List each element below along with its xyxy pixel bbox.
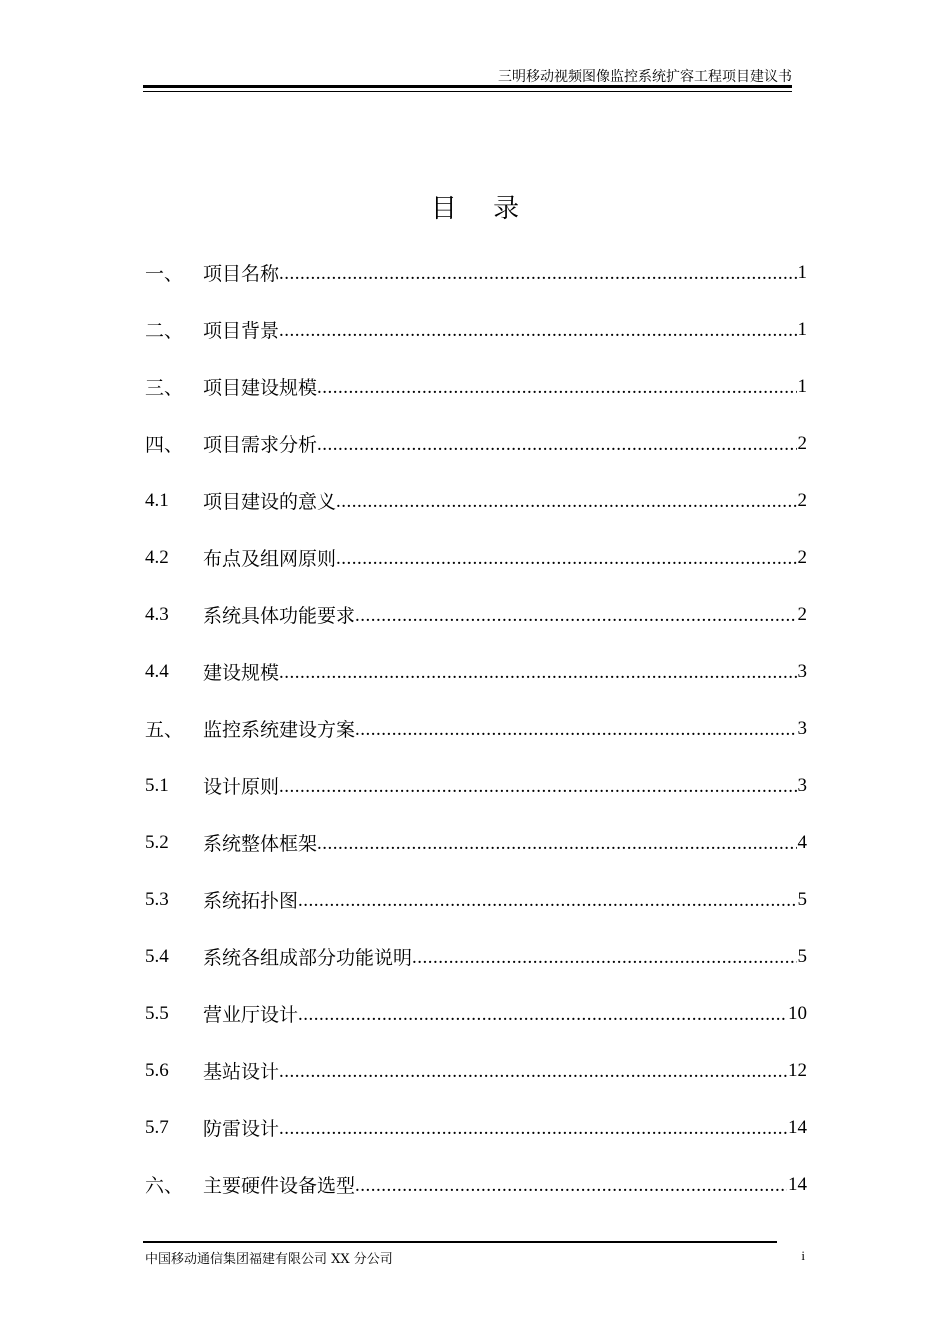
toc-leader-dots xyxy=(298,1004,787,1026)
toc-entry-page: 1 xyxy=(797,375,807,397)
toc-entry-label: 项目建设规模 xyxy=(203,377,318,399)
toc-entry-page: 1 xyxy=(797,318,807,340)
toc-entry-number: 5.7 xyxy=(145,1116,169,1138)
toc-entry-page: 1 xyxy=(797,261,807,283)
toc-title: 目 录 xyxy=(430,194,534,224)
toc-entry[interactable] xyxy=(145,700,807,757)
toc-entry-number: 4.1 xyxy=(145,489,169,511)
toc-entry-label: 基站设计 xyxy=(203,1061,280,1083)
toc-entry-page: 2 xyxy=(797,603,807,625)
toc-entry[interactable] xyxy=(145,643,807,700)
toc-entry-label: 主要硬件设备选型 xyxy=(203,1175,356,1197)
toc-entry-number: 五、 xyxy=(145,720,184,741)
toc-leader-dots xyxy=(279,662,796,684)
toc-entry[interactable] xyxy=(145,472,807,529)
toc-entry-number: 5.2 xyxy=(145,831,169,853)
toc-leader-dots xyxy=(317,377,796,399)
toc-entry-label: 系统拓扑图 xyxy=(203,890,299,912)
footer-page-number: i xyxy=(801,1248,805,1263)
toc-entry-number: 5.1 xyxy=(145,774,169,796)
toc-entry-page: 5 xyxy=(797,945,807,967)
toc-entry-number: 四、 xyxy=(145,435,184,456)
toc-entry-label: 项目建设的意义 xyxy=(203,491,337,513)
toc-entry-number: 六、 xyxy=(145,1176,184,1197)
toc-entry[interactable] xyxy=(145,757,807,814)
toc-entry-page: 2 xyxy=(797,489,807,511)
toc-entry[interactable] xyxy=(145,985,807,1042)
toc-entry-page: 3 xyxy=(797,660,807,682)
toc-entry-page: 3 xyxy=(797,717,807,739)
toc-entry-number: 5.4 xyxy=(145,945,169,967)
toc-entry-label: 系统具体功能要求 xyxy=(203,605,356,627)
toc-entry-label: 设计原则 xyxy=(203,776,280,798)
toc-entry[interactable] xyxy=(145,358,807,415)
toc-leader-dots xyxy=(412,947,796,969)
page-header-title: 三明移动视频图像监控系统扩容工程项目建议书 xyxy=(498,69,792,85)
toc-leader-dots xyxy=(279,1118,787,1140)
toc-leader-dots xyxy=(298,890,796,912)
footer-rule xyxy=(143,1241,777,1243)
toc-entry-label: 防雷设计 xyxy=(203,1118,280,1140)
toc-entry-label: 监控系统建设方案 xyxy=(203,719,356,741)
toc-entry-number: 三、 xyxy=(145,378,184,399)
toc-entry[interactable] xyxy=(145,301,807,358)
toc-entry-label: 项目名称 xyxy=(203,263,280,285)
toc-entry[interactable] xyxy=(145,415,807,472)
toc-entry-label: 系统各组成部分功能说明 xyxy=(203,947,413,969)
toc-leader-dots xyxy=(355,719,796,741)
toc-entry-label: 营业厅设计 xyxy=(203,1004,299,1026)
header-rule xyxy=(143,85,792,92)
toc-entry-number: 4.3 xyxy=(145,603,169,625)
toc-entry[interactable] xyxy=(145,871,807,928)
toc-leader-dots xyxy=(279,1061,787,1083)
toc-entry[interactable] xyxy=(145,586,807,643)
toc-leader-dots xyxy=(279,776,796,798)
toc-entry[interactable] xyxy=(145,814,807,871)
toc-entry-number: 5.6 xyxy=(145,1059,169,1081)
toc-leader-dots xyxy=(279,263,796,285)
toc-entry-number: 4.4 xyxy=(145,660,169,682)
toc-entry-number: 5.3 xyxy=(145,888,169,910)
toc-entry-page: 2 xyxy=(797,432,807,454)
toc-entry-label: 项目需求分析 xyxy=(203,434,318,456)
toc-entry-page: 3 xyxy=(797,774,807,796)
toc-leader-dots xyxy=(317,833,796,855)
toc-leader-dots xyxy=(336,491,796,513)
toc-entry-page: 12 xyxy=(788,1059,807,1081)
toc-entry[interactable] xyxy=(145,1042,807,1099)
toc-entry[interactable] xyxy=(145,1156,807,1213)
toc-leader-dots xyxy=(355,605,796,627)
toc-leader-dots xyxy=(355,1175,787,1197)
toc-entry[interactable] xyxy=(145,928,807,985)
toc-entry-page: 10 xyxy=(788,1002,807,1024)
footer-company: 中国移动通信集团福建有限公司 XX 分公司 xyxy=(145,1252,393,1267)
toc-entry-number: 一、 xyxy=(145,264,184,285)
toc-entry[interactable] xyxy=(145,529,807,586)
toc-entry-label: 布点及组网原则 xyxy=(203,548,337,570)
toc-entry-label: 系统整体框架 xyxy=(203,833,318,855)
toc-leader-dots xyxy=(336,548,796,570)
toc-entry-label: 项目背景 xyxy=(203,320,280,342)
toc-entry[interactable] xyxy=(145,244,807,301)
toc-entry-page: 14 xyxy=(788,1173,807,1195)
toc-entry-number: 4.2 xyxy=(145,546,169,568)
toc-entry-page: 14 xyxy=(788,1116,807,1138)
toc-entry-label: 建设规模 xyxy=(203,662,280,684)
toc-leader-dots xyxy=(317,434,796,456)
toc-entry[interactable] xyxy=(145,1099,807,1156)
toc-entry-page: 2 xyxy=(797,546,807,568)
toc-entry-page: 5 xyxy=(797,888,807,910)
toc-entry-number: 二、 xyxy=(145,321,184,342)
toc-leader-dots xyxy=(279,320,796,342)
toc-entry-number: 5.5 xyxy=(145,1002,169,1024)
toc-list xyxy=(145,244,807,1213)
toc-entry-page: 4 xyxy=(797,831,807,853)
